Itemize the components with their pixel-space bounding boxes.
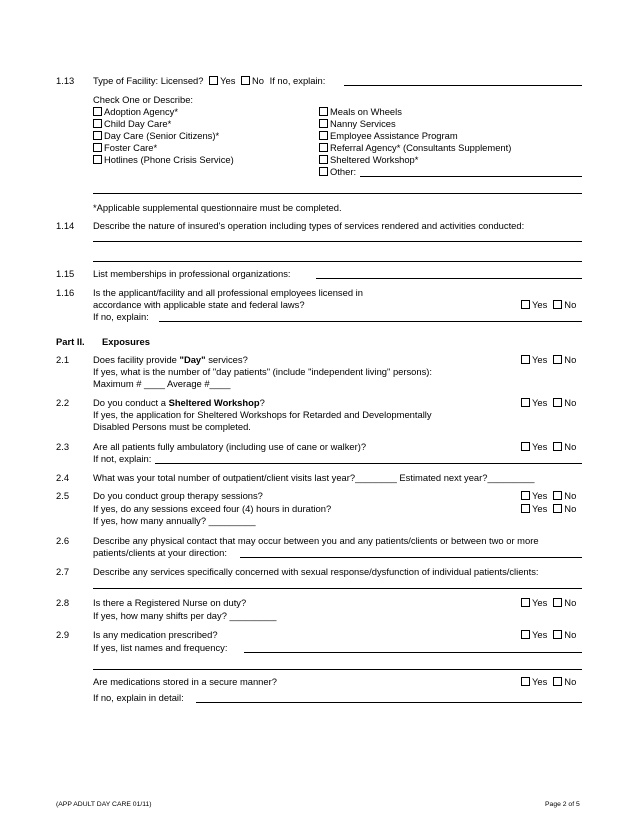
facility-option[interactable] [319,106,402,117]
no-label: No [564,629,577,640]
option-label: Child Day Care* [104,118,172,129]
checkbox[interactable] [319,119,328,128]
facility-option[interactable] [93,142,157,153]
no-label: No [564,676,577,687]
question-text: ? [259,397,265,408]
facility-option[interactable] [319,118,396,129]
no-label: No [252,75,264,86]
licensed-no-checkbox[interactable] [241,76,250,85]
yes-checkbox[interactable] [521,598,530,607]
question-text: Does facility provide [93,354,180,365]
yes-checkbox[interactable] [521,355,530,364]
checkbox[interactable] [93,107,102,116]
no-checkbox[interactable] [553,677,562,686]
question-2-9: Is any medication prescribed? [93,629,218,640]
facility-option[interactable] [319,142,511,153]
yes-no-group[interactable] [521,597,576,608]
explain-label: If no, explain: [93,311,149,322]
no-label: No [564,299,577,310]
yes-no-group[interactable] [521,397,576,408]
yes-checkbox[interactable] [521,300,530,309]
no-label: No [564,397,577,408]
question-2-1 [93,354,248,365]
option-label: Sheltered Workshop* [330,154,419,165]
yes-checkbox[interactable] [521,442,530,451]
answer-line[interactable] [244,652,582,653]
section-number: 1.14 [56,220,75,231]
yes-label: Yes [532,503,548,514]
no-checkbox[interactable] [553,442,562,451]
no-checkbox[interactable] [553,598,562,607]
yes-label: Yes [532,299,548,310]
option-label: Employee Assistance Program [330,130,458,141]
yes-label: Yes [532,629,548,640]
option-label: Referral Agency* (Consultants Supplement) [330,142,512,153]
no-checkbox[interactable] [553,398,562,407]
facility-option[interactable] [319,154,418,165]
yes-label: Yes [532,597,548,608]
yes-label: Yes [532,441,548,452]
yes-no-group[interactable] [521,503,576,514]
section-number: 2.7 [56,566,70,577]
question-2-5-line3[interactable]: If yes, how many annually? _________ [93,515,256,526]
question-2-2 [93,397,265,408]
question-1-16-line1: Is the applicant/facility and all professional employees licensed in [93,287,363,298]
answer-line[interactable] [93,588,582,589]
checkbox[interactable] [93,131,102,140]
facility-option[interactable] [93,154,234,165]
option-label: Adoption Agency* [104,106,179,117]
question-2-8: Is there a Registered Nurse on duty? [93,597,247,608]
checkbox[interactable] [319,107,328,116]
part-title: Exposures [102,336,150,347]
checkbox[interactable] [93,155,102,164]
question-emphasis: "Day" [179,354,206,365]
explain-detail-label: If no, explain in detail: [93,692,184,703]
yes-label: Yes [532,676,548,687]
yes-label: Yes [532,490,548,501]
question-text: services? [205,354,248,365]
no-checkbox[interactable] [553,504,562,513]
section-number: 2.9 [56,629,70,640]
section-number: 1.16 [56,287,75,298]
question-1-14: Describe the nature of insured's operation including types of services rendered and activities conducted: [93,220,525,231]
question-2-9-secure: Are medications stored in a secure manner? [93,676,277,687]
max-average-fields[interactable]: Maximum # ____ Average #____ [93,378,231,389]
no-label: No [564,503,577,514]
answer-line[interactable] [93,193,582,194]
yes-no-group[interactable] [521,354,576,365]
yes-checkbox[interactable] [521,630,530,639]
section-number: 2.6 [56,535,70,546]
question-2-5: Do you conduct group therapy sessions? [93,490,263,501]
yes-checkbox[interactable] [521,504,530,513]
yes-checkbox[interactable] [521,491,530,500]
yes-no-group[interactable] [521,629,576,640]
option-label: Nanny Services [330,118,396,129]
question-emphasis: Sheltered Workshop [168,397,260,408]
page-number: Page 2 of 5 [545,801,580,808]
yes-no-group[interactable] [521,676,576,687]
facility-option[interactable] [93,106,178,117]
explain-line[interactable] [344,85,582,86]
question-2-5-line2: If yes, do any sessions exceed four (4) hours in duration? [93,503,332,514]
question-2-1-line2: If yes, what is the number of "day patients" (include "independent living" persons): [93,366,433,377]
answer-line[interactable] [240,557,582,558]
no-checkbox[interactable] [553,355,562,364]
option-label: Meals on Wheels [330,106,402,117]
part-label: Part II. [56,336,85,347]
no-checkbox[interactable] [553,300,562,309]
question-text: Do you conduct a [93,397,169,408]
checkbox[interactable] [319,131,328,140]
check-one-label: Check One or Describe: [93,94,194,105]
yes-checkbox[interactable] [521,677,530,686]
question-2-3: Are all patients fully ambulatory (including use of cane or walker)? [93,441,367,452]
yes-no-group[interactable] [521,490,576,501]
yes-no-group[interactable] [521,299,576,310]
question-1-15: List memberships in professional organizations: [93,268,291,279]
yes-label: Yes [220,75,236,86]
section-number: 1.15 [56,268,75,279]
no-checkbox[interactable] [553,630,562,639]
facility-option[interactable] [319,166,356,177]
section-number: 2.3 [56,441,70,452]
checkbox[interactable] [319,155,328,164]
answer-line[interactable] [196,702,582,703]
answer-line[interactable] [159,321,582,322]
option-label: Other: [330,166,357,177]
question-2-2-line3: Disabled Persons must be completed. [93,421,251,432]
question-2-7: Describe any services specifically concerned with sexual response/dysfunction of individual patients/clients: [93,566,539,577]
yes-label: Yes [532,354,548,365]
facility-option[interactable] [93,118,171,129]
answer-line[interactable] [93,669,582,670]
section-number: 2.2 [56,397,70,408]
checkbox[interactable] [319,143,328,152]
facility-option[interactable] [319,130,458,141]
no-label: No [564,441,577,452]
question-text: Type of Facility: Licensed? [93,75,204,86]
checkbox[interactable] [93,119,102,128]
question-2-2-line2: If yes, the application for Sheltered Workshops for Retarded and Developmentally [93,409,432,420]
answer-line[interactable] [93,261,582,262]
section-number: 2.8 [56,597,70,608]
option-label: Foster Care* [104,142,158,153]
option-label: Hotlines (Phone Crisis Service) [104,154,234,165]
section-number: 1.13 [56,75,75,86]
question-2-6-line2: patients/clients at your direction: [93,547,227,558]
explain-label: If no, explain: [269,75,326,86]
facility-option[interactable] [93,130,219,141]
explain-label: If not, explain: [93,453,152,464]
answer-line[interactable] [316,278,582,279]
yes-no-group[interactable] [521,441,576,452]
question-1-16-line2: accordance with applicable state and federal laws? [93,299,305,310]
other-line[interactable] [360,176,582,177]
section-number: 2.1 [56,354,70,365]
yes-label: Yes [532,397,548,408]
form-code: (APP ADULT DAY CARE 01/11) [56,801,152,808]
yes-checkbox[interactable] [521,398,530,407]
medication-list-label: If yes, list names and frequency: [93,642,228,653]
licensed-yes-checkbox[interactable] [209,76,218,85]
answer-line[interactable] [93,241,582,242]
checkbox[interactable] [319,167,328,176]
supplemental-note: *Applicable supplemental questionnaire must be completed. [93,202,342,213]
no-label: No [564,354,577,365]
no-label: No [564,597,577,608]
no-checkbox[interactable] [553,491,562,500]
question-1-13 [93,75,325,86]
answer-line[interactable] [155,463,582,464]
no-label: No [564,490,577,501]
section-number: 2.5 [56,490,70,501]
question-2-4[interactable]: What was your total number of outpatient/client visits last year?________ Estimated next year?_________ [93,472,535,483]
question-2-8-line2[interactable]: If yes, how many shifts per day? _________ [93,610,277,621]
section-number: 2.4 [56,472,70,483]
option-label: Day Care (Senior Citizens)* [104,130,220,141]
checkbox[interactable] [93,143,102,152]
question-2-6: Describe any physical contact that may occur between you and any patients/clients or between two or more [93,535,539,546]
